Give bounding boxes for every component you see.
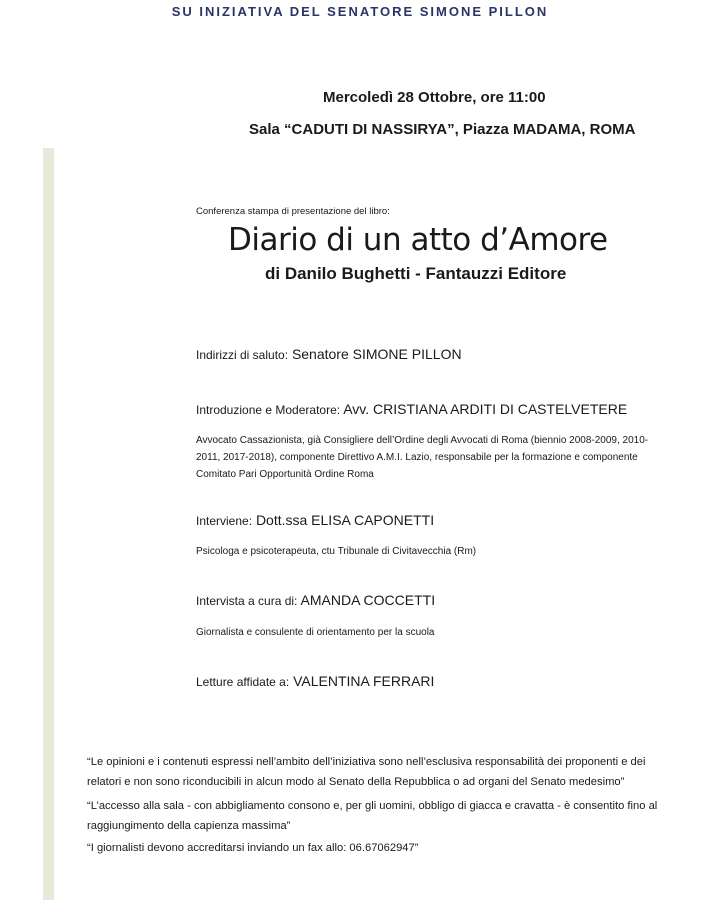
moderator-name: Avv. CRISTIANA ARDITI DI CASTELVETERE [343,401,628,417]
moderator-desc-line: Avvocato Cassazionista, già Consigliere dell’Ordine degli Avvocati di Roma (biennio 2008-2009, 2010- [196,435,649,446]
greetings-label: Indirizzi di saluto: [196,348,289,362]
readings-label: Letture affidate a: [196,675,290,689]
event-venue: Sala “CADUTI DI NASSIRYA”, Piazza MADAMA, ROMA [249,121,636,138]
greetings-row [196,346,462,362]
disclaimer-line: “Le opinioni e i contenuti espressi nell’ambito dell’iniziativa sono nell’esclusiva responsabilità dei proponenti e dei [87,756,646,768]
interview-row [196,592,435,608]
interview-description: Giornalista e consulente di orientamento per la scuola [196,627,435,638]
event-date: Mercoledì 28 Ottobre, ore 11:00 [323,89,546,106]
press-note: “I giornalisti devono accreditarsi inviando un fax allo: 06.67062947” [87,842,419,854]
speaker-name: Dott.ssa ELISA CAPONETTI [255,512,435,528]
disclaimer-note [87,752,687,792]
book-author: di Danilo Bughetti - Fantauzzi Editore [265,264,567,283]
interview-name: AMANDA COCCETTI [300,592,436,608]
book-title: Diario di un atto d’Amore [228,222,608,258]
moderator-label: Introduzione e Moderatore: [196,403,341,417]
decorative-side-bar [43,148,54,900]
moderator-desc-line: Comitato Pari Opportunità Ordine Roma [196,469,374,480]
greetings-name: Senatore SIMONE PILLON [291,346,462,362]
speaker-description: Psicologa e psicoterapeuta, ctu Tribunale di Civitavecchia (Rm) [196,546,477,557]
disclaimer-line: relatori e non sono riconducibili in alcun modo al Senato della Repubblica o ad organi del Senato medesimo” [87,776,625,788]
moderator-row [196,401,627,417]
access-line: “L’accesso alla sala - con abbigliamento consono e, per gli uomini, obbligo di giacca e cravatta - è consentito fino al [87,800,658,812]
header-initiative: SU INIZIATIVA DEL SENATORE SIMONE PILLON [171,4,549,19]
access-note [87,796,687,836]
moderator-description [196,432,676,483]
speaker-row [196,512,434,528]
readings-row [196,673,434,689]
book-intro: Conferenza stampa di presentazione del libro: [196,206,390,217]
interview-label: Intervista a cura di: [196,594,298,608]
readings-name: VALENTINA FERRARI [293,673,435,689]
moderator-desc-line: 2011, 2017-2018), componente Direttivo A.M.I. Lazio, responsabile per la formazione e componente [196,452,638,463]
access-line: raggiungimento della capienza massima” [87,820,291,832]
speaker-label: Interviene: [196,514,253,528]
